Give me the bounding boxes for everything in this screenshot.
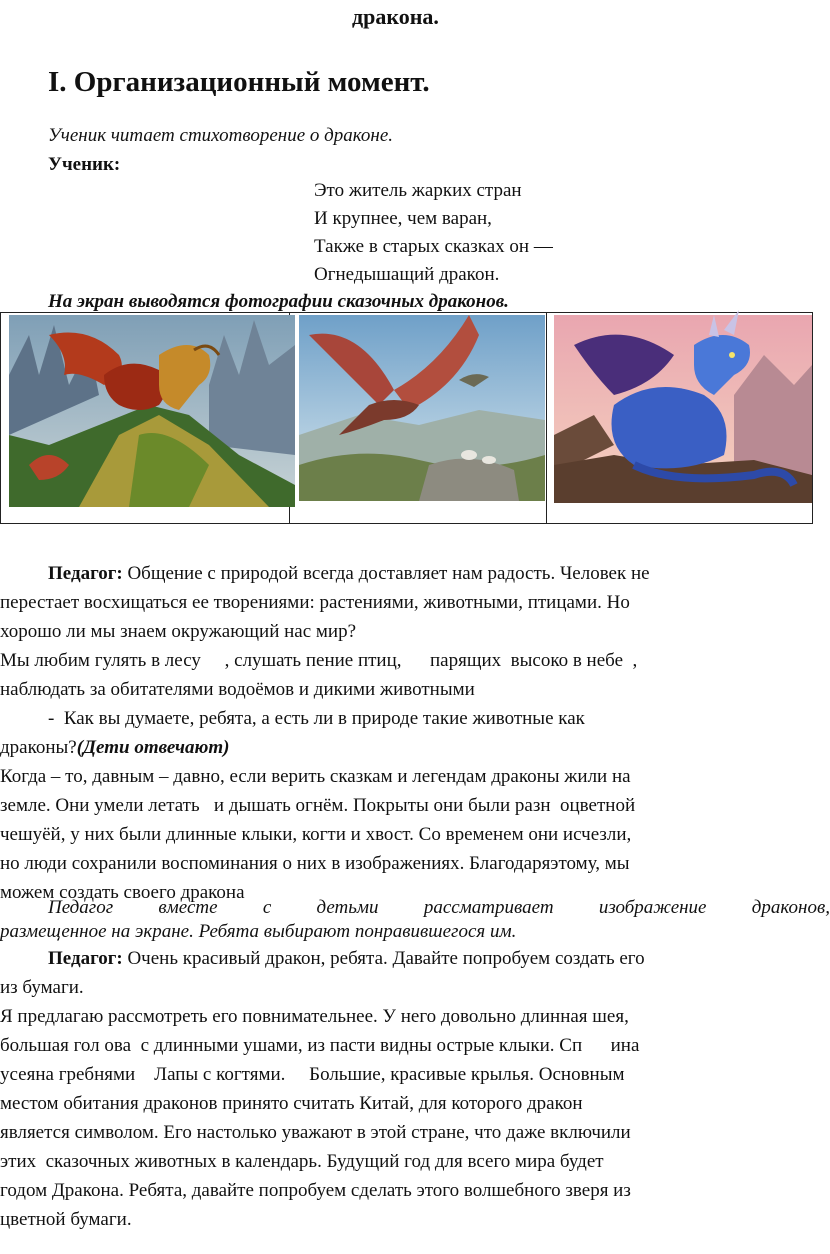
teacher-paragraph-1 bbox=[48, 559, 650, 588]
poem-line-4: Огнедышащий дракон. bbox=[314, 264, 500, 285]
dragon-picture-blue bbox=[554, 315, 812, 503]
teacher-paragraph-2 bbox=[48, 944, 645, 973]
poem-line-1: Это житель жарких стран bbox=[314, 180, 522, 201]
text-line: годом Дракона. Ребята, давайте попробуем сделать этого волшебного зверя из bbox=[0, 1180, 631, 1201]
text-line: Очень красивый дракон, ребята. Давайте попробуем создать его bbox=[127, 948, 645, 969]
text-line: является символом. Его настолько уважают в этой стране, что даже включили bbox=[0, 1122, 631, 1143]
screen-note: На экран выводятся фотографии сказочных драконов. bbox=[48, 291, 509, 312]
text-line: чешуёй, у них были длинные клыки, когти и хвост. Со временем они исчезли, bbox=[0, 824, 632, 845]
teacher-label: Педагог: bbox=[48, 563, 123, 584]
text-line: Общение с природой всегда доставляет нам радость. Человек не bbox=[127, 563, 650, 584]
word: изображение bbox=[598, 897, 707, 918]
question-line bbox=[0, 733, 230, 762]
text-line: размещенное на экране. Ребята выбирают понравившегося им. bbox=[0, 921, 517, 942]
text-line: наблюдать за обитателями водоёмов и дикими животными bbox=[0, 679, 475, 700]
word: Педагог bbox=[48, 897, 114, 918]
text-line: драконы? bbox=[0, 737, 77, 758]
teacher-label: Педагог: bbox=[48, 948, 123, 969]
text-line: Мы любим гулять в лесу , слушать пение птиц, парящих высоко в небе , bbox=[0, 650, 638, 671]
text-line: большая гол ова с длинными ушами, из пасти видны острые клыки. Сп ина bbox=[0, 1035, 640, 1056]
text-line: цветной бумаги. bbox=[0, 1209, 132, 1230]
word: детьми bbox=[316, 897, 379, 918]
text-line: Когда – то, давным – давно, если верить сказкам и легендам драконы жили на bbox=[0, 766, 631, 787]
text-line: хорошо ли мы знаем окружающий нас мир? bbox=[0, 621, 357, 642]
text-line: можем создать своего дракона bbox=[0, 882, 245, 903]
student-label: Ученик: bbox=[48, 154, 121, 175]
word: драконов, bbox=[751, 897, 830, 918]
dragon-picture-flying bbox=[299, 315, 545, 501]
section-title: I. Организационный момент. bbox=[48, 66, 430, 98]
text-line: усеяна гребнями Лапы с когтями. Большие, красивые крылья. Основным bbox=[0, 1064, 625, 1085]
text-line: перестает восхищаться ее творениями: растениями, животными, птицами. Но bbox=[0, 592, 630, 613]
text-line: - Как вы думаете, ребята, а есть ли в природе такие животные как bbox=[48, 708, 585, 729]
children-answer-note: (Дети отвечают) bbox=[76, 737, 230, 758]
poem-line-3: Также в старых сказках он — bbox=[314, 236, 553, 257]
text-line: местом обитания драконов принято считать Китай, для которого дракон bbox=[0, 1093, 583, 1114]
text-line: этих сказочных животных в календарь. Будущий год для всего мира будет bbox=[0, 1151, 604, 1172]
text-line: земле. Они умели летать и дышать огнём. Покрыты они были разн оцветной bbox=[0, 795, 636, 816]
text-line: Я предлагаю рассмотреть его повнимательнее. У него довольно длинная шея, bbox=[0, 1006, 629, 1027]
dragon-image-table bbox=[0, 312, 813, 524]
text-line: но люди сохранили воспоминания о них в изображениях. Благодаряэтому, мы bbox=[0, 853, 630, 874]
word: вместе bbox=[158, 897, 218, 918]
table-divider bbox=[546, 313, 547, 523]
dragon-picture-red-gold bbox=[9, 315, 295, 507]
intro-note: Ученик читает стихотворение о драконе. bbox=[48, 125, 394, 146]
heading-tail: дракона. bbox=[352, 4, 439, 29]
word: рассматривает bbox=[423, 897, 554, 918]
word: с bbox=[262, 897, 272, 918]
poem-line-2: И крупнее, чем варан, bbox=[314, 208, 492, 229]
text-line: из бумаги. bbox=[0, 977, 84, 998]
